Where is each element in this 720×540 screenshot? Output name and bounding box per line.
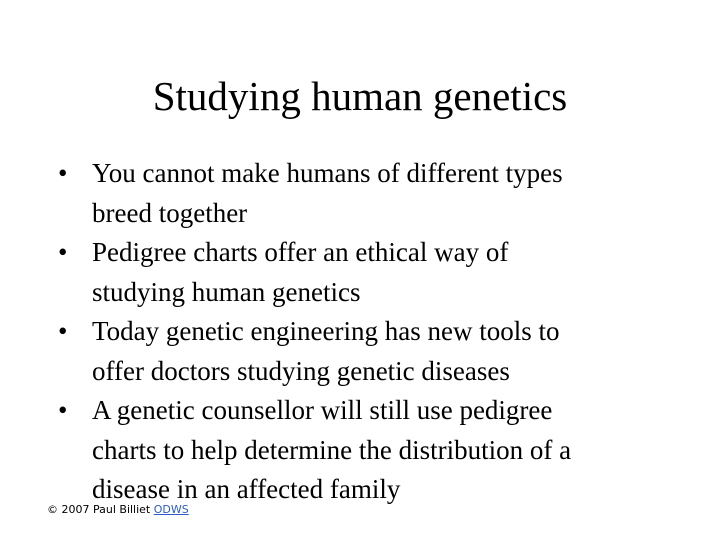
slide-title: Studying human genetics — [152, 73, 568, 119]
bullet-item — [58, 154, 698, 233]
bullet-text-line: A genetic counsellor will still use pedigree — [92, 395, 553, 425]
odws-link[interactable]: ODWS — [153, 503, 189, 516]
bullet-text-line: studying human genetics — [92, 276, 361, 307]
bullet-text-line: charts to help determine the distribution of a — [92, 434, 572, 465]
bullet-text-line: disease in an affected family — [92, 474, 401, 504]
bullet-text-line: offer doctors studying genetic diseases — [92, 355, 510, 386]
bullet-dot: • — [58, 395, 68, 425]
bullet-item — [58, 391, 698, 510]
bullet-dot: • — [58, 316, 68, 346]
bullet-dot: • — [58, 237, 68, 267]
bullet-dot: • — [58, 158, 68, 188]
bullet-text-line: You cannot make humans of different types — [92, 158, 563, 188]
bullet-text-line: Today genetic engineering has new tools to — [92, 316, 560, 346]
bullet-text-line: breed together — [92, 197, 248, 228]
footer-credit — [47, 503, 189, 517]
copyright-text: © 2007 Paul Billiet — [47, 503, 151, 516]
bullet-text-line: Pedigree charts offer an ethical way of — [92, 237, 509, 267]
bullet-item — [58, 312, 698, 391]
bullet-list — [58, 154, 698, 510]
bullet-item — [58, 233, 698, 312]
